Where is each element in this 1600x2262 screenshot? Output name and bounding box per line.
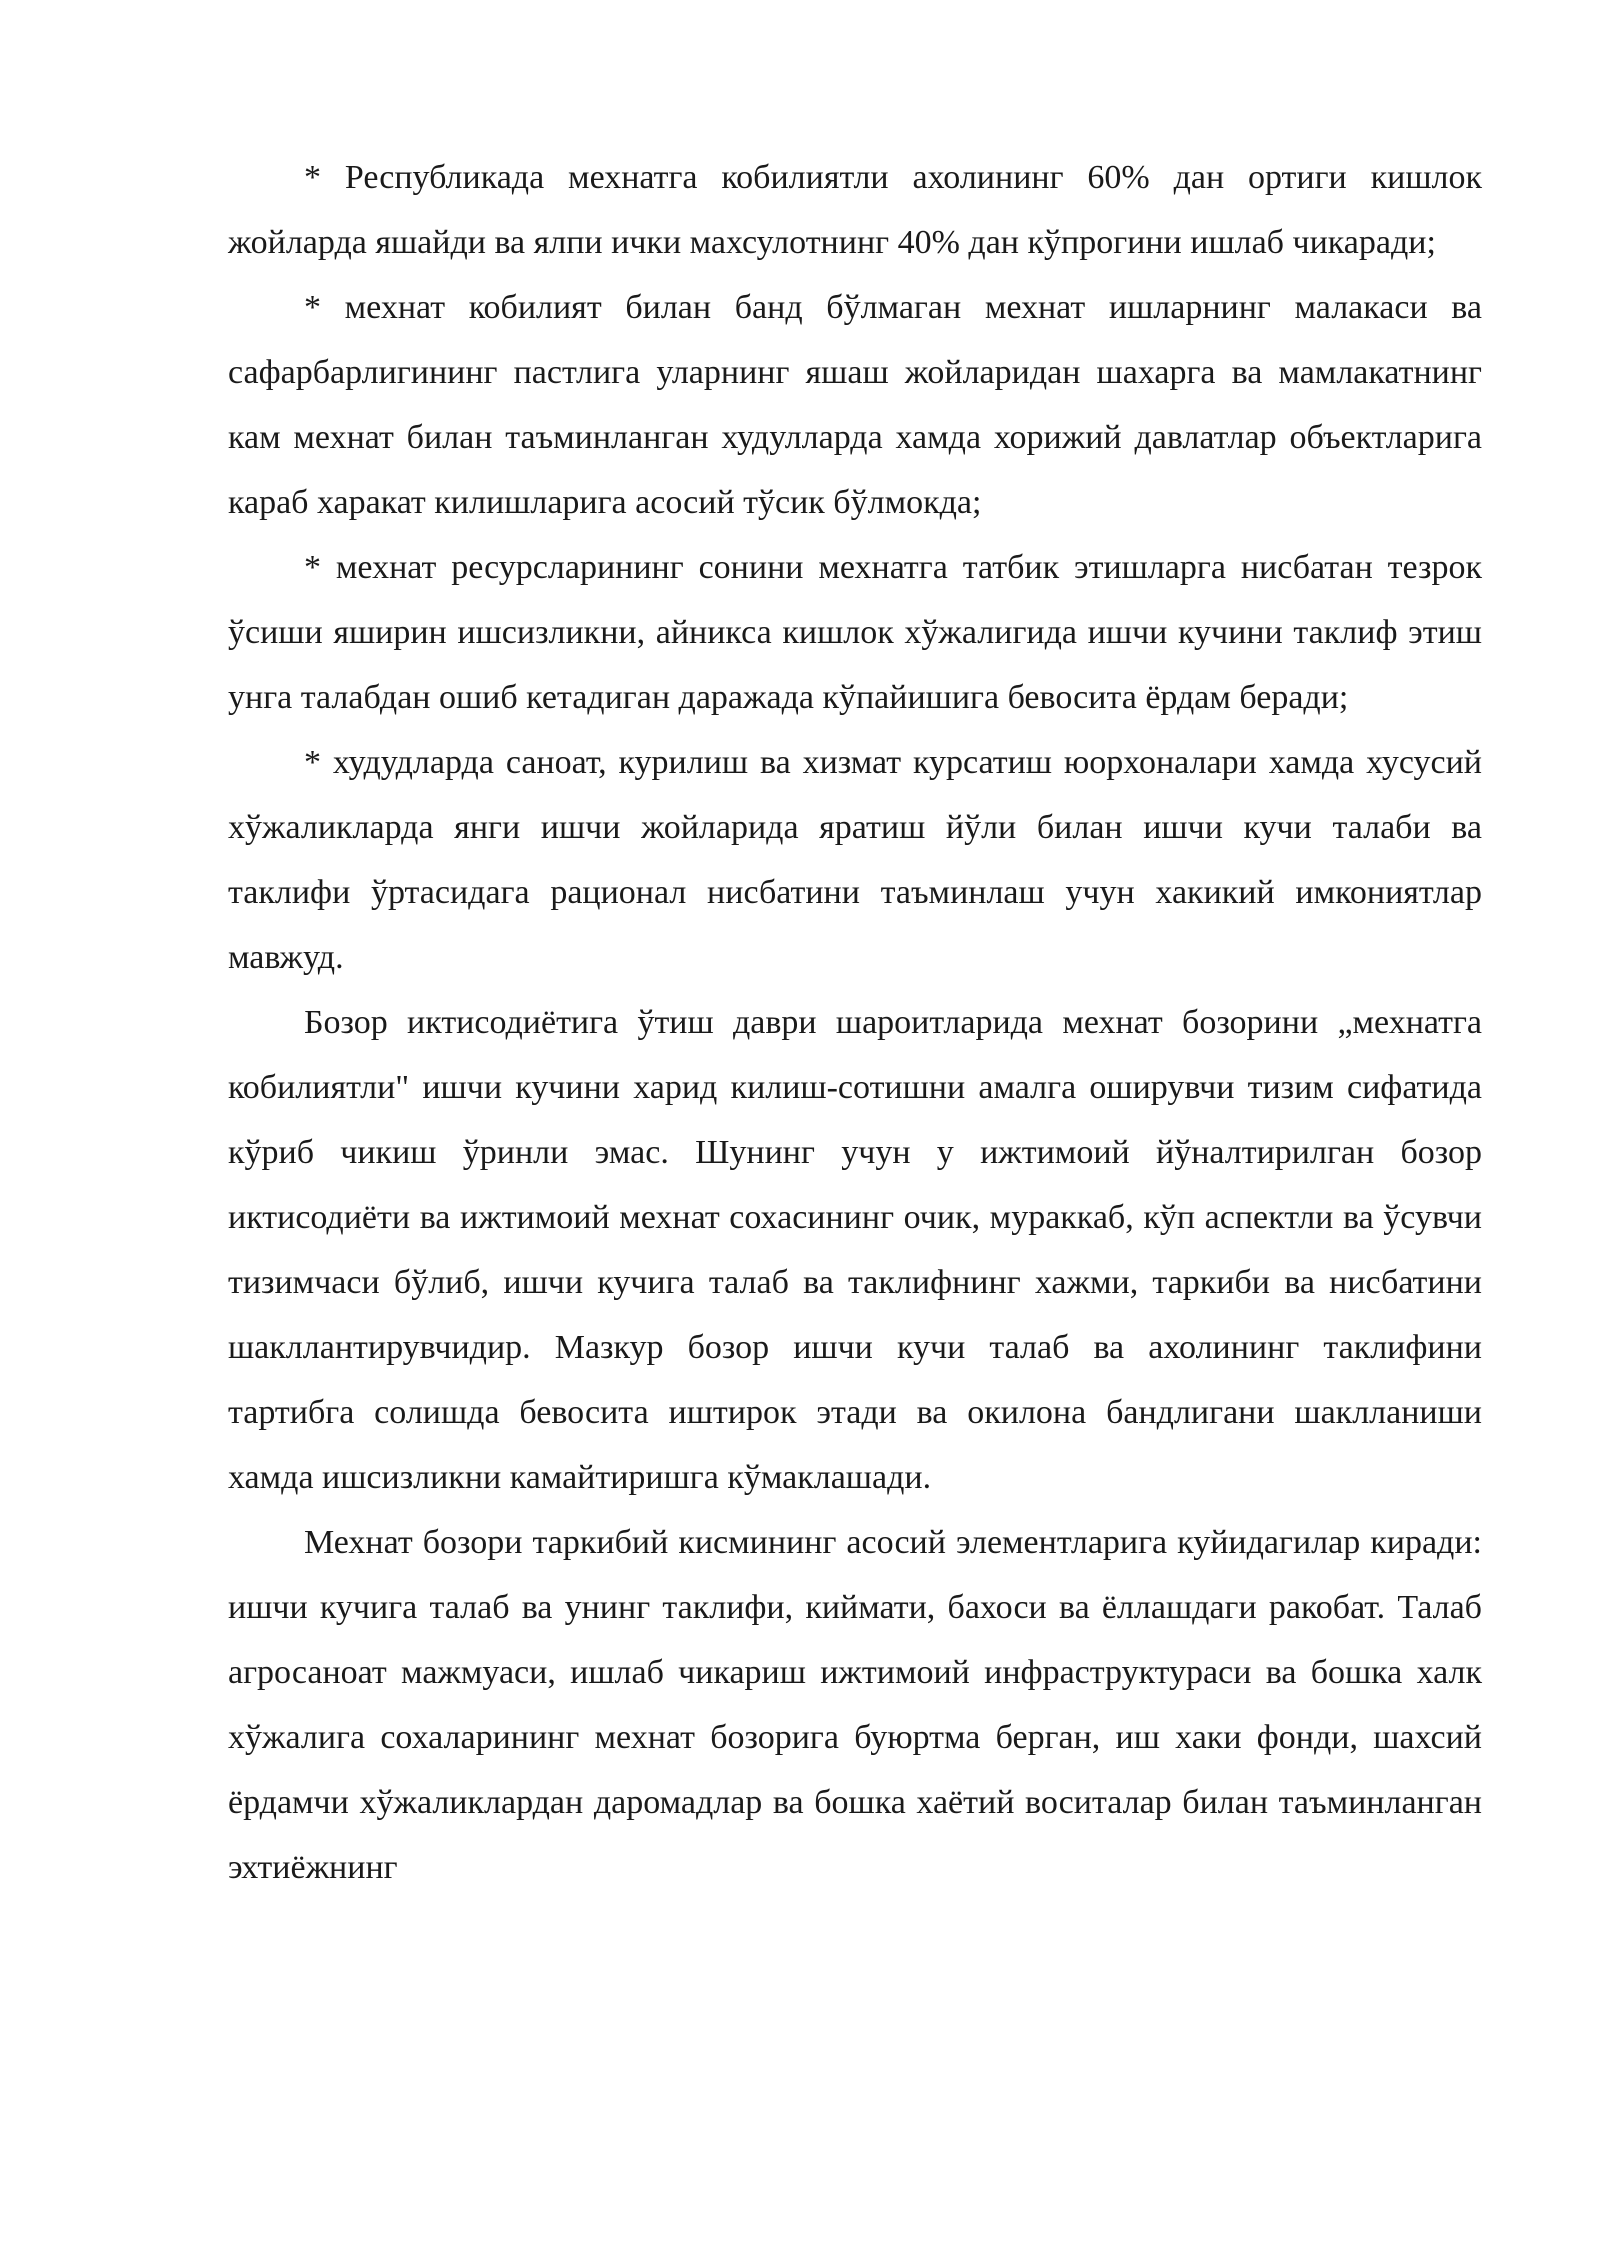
paragraph-market-elements: Мехнат бозори таркибий кисмининг асосий элементларига куйидагилар киради: ишчи кучига талаб ва унинг таклифи, киймати, бахоси ва ёллашдаги ракобат. Талаб агросаноат мажмуаси, ишлаб чикариш ижтимоий инфраструктураси ва бошка халк хўжалига сохаларининг мехнат бозорига буюртма берган, иш хаки фонди, шахсий ёрдамчи хўжаликлардан даромадлар ва бошка хаётий воситалар билан таъминланган эхтиёжнинг xyxy=(228,1524,1482,1886)
paragraph-labor-mobility: * мехнат кобилият билан банд бўлмаган мехнат ишларнинг малакаси ва сафарбарлигининг пастлига уларнинг яшаш жойларидан шахарга ва мамлакатнинг кам мехнат билан таъминланган худулларда хамда хорижий давлатлар объектларига караб харакат килишларига асосий тўсик бўлмокда; xyxy=(228,289,1482,521)
document-body xyxy=(228,145,1482,1900)
paragraph-regional-jobs: * худудларда саноат, курилиш ва хизмат курсатиш юорхоналари хамда хусусий хўжаликларда янги ишчи жойларида яратиш йўли билан ишчи кучи талаби ва таклифи ўртасидага рационал нисбатини таъминлаш учун хакикий имкониятлар мавжуд. xyxy=(228,744,1482,976)
paragraph-hidden-unemployment: * мехнат ресурсларининг сонини мехнатга татбик этишларга нисбатан тезрок ўсиши яширин ишсизликни, айникса кишлок хўжалигида ишчи кучини таклиф этиш унга талабдан ошиб кетадиган даражада кўпайишига бевосита ёрдам беради; xyxy=(228,549,1482,716)
paragraph-market-transition: Бозор иктисодиётига ўтиш даври шароитларида мехнат бозорини „мехнатга кобилиятли" ишчи кучини харид килиш-сотишни амалга оширувчи тизим сифатида кўриб чикиш ўринли эмас. Шунинг учун у ижтимоий йўналтирилган бозор иктисодиёти ва ижтимоий мехнат сохасининг очик, мураккаб, кўп аспектли ва ўсувчи тизимчаси бўлиб, ишчи кучига талаб ва таклифнинг хажми, таркиби ва нисбатини шакллантирувчидир. Мазкур бозор ишчи кучи талаб ва ахолининг таклифини тартибга солишда бевосита иштирок этади ва окилона бандлигани шаклланиши хамда ишсизликни камайтиришга кўмаклашади. xyxy=(228,1004,1482,1496)
paragraph-rural-labor: * Республикада мехнатга кобилиятли ахолининг 60% дан ортиги кишлок жойларда яшайди ва ялпи ички махсулотнинг 40% дан кўпрогини ишлаб чикаради; xyxy=(228,159,1482,261)
